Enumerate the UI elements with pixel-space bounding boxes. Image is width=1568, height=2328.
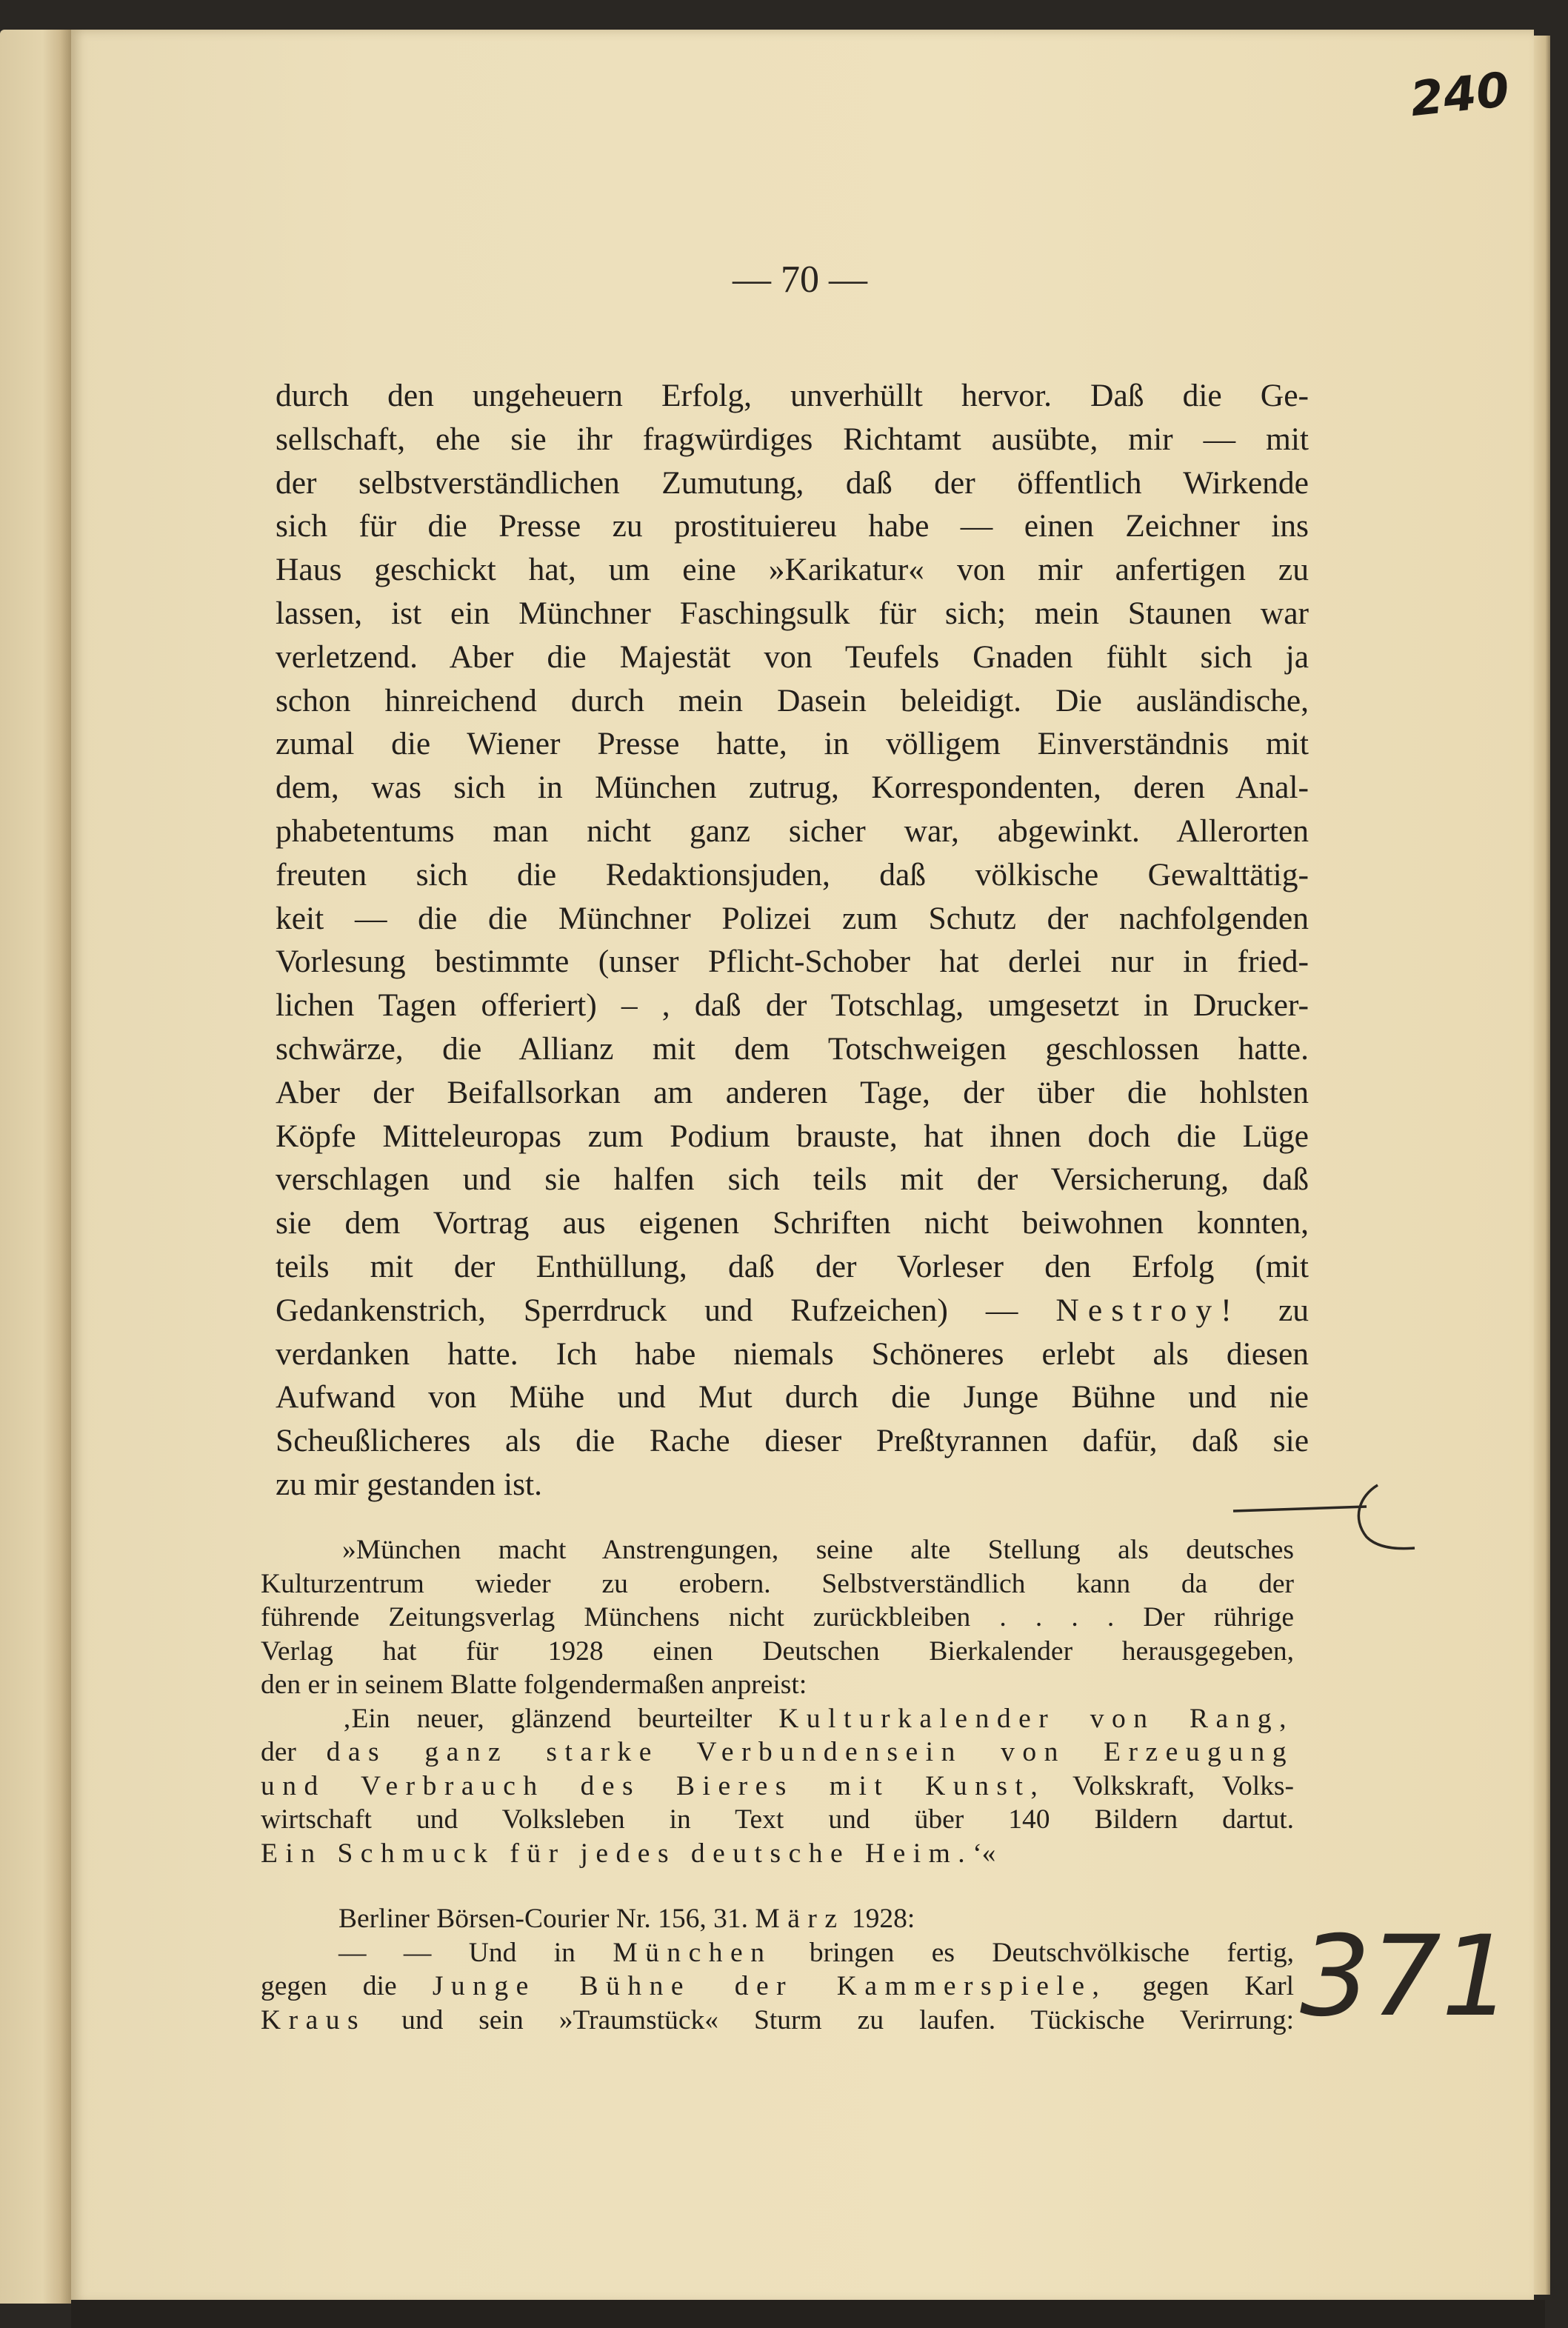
text-line: keit — die die Münchner Polizei zum Schutz der nachfolgenden: [276, 900, 1309, 936]
spaced-text: März: [755, 1904, 845, 1934]
quote-line: wirtschaft und Volksleben in Text und über 140 Bildern dartut.: [261, 1804, 1294, 1835]
spaced-text: und Verbrauch des Bieres mit Kunst,: [261, 1770, 1046, 1801]
text-segment: und sein »Traumstück« Sturm zu laufen. Tückische Verirrung:: [401, 2004, 1294, 2035]
quote-line: [261, 1936, 1294, 1970]
text-line: schon hinreichend durch mein Dasein beleidigt. Die ausländische,: [276, 682, 1309, 718]
page-edge: [1534, 36, 1550, 2295]
text-line: Aufwand von Mühe und Mut durch die Junge Bühne und nie: [276, 1379, 1309, 1415]
text-line: der selbstverständlichen Zumutung, daß der öffentlich Wirkende: [276, 464, 1309, 501]
text-line: schwärze, die Allianz mit dem Totschweigen geschlossen hatte.: [276, 1030, 1309, 1067]
text-segment: ‘«: [973, 1838, 996, 1869]
text-line: sich für die Presse zu prostituiereu habe — einen Zeichner ins: [276, 508, 1309, 544]
text-line: lichen Tagen offeriert) – , daß der Totschlag, umgesetzt in Drucker-: [276, 987, 1309, 1024]
text-line: verschlagen und sie halfen sich teils mit der Versicherung, daß: [276, 1161, 1309, 1198]
text-segment: ‚Ein neuer, glänzend beurteilter: [342, 1703, 753, 1734]
text-line: durch den ungeheuern Erfolg, unverhüllt hervor. Daß die Ge-: [276, 378, 1309, 413]
bottom-shadow: [71, 2300, 1545, 2328]
spaced-text: Kulturkalender von Rang,: [778, 1703, 1295, 1734]
spaced-text: das ganz starke Verbundensein von Erzeugung: [326, 1737, 1295, 1767]
spaced-text: München: [613, 1937, 773, 1968]
text-line: lassen, ist ein Münchner Faschingsulk für sich; mein Staunen war: [276, 595, 1309, 631]
text-segment: — — Und in: [338, 1937, 576, 1968]
text-line: verletzend. Aber die Majestät von Teufels Gnaden fühlt sich ja: [276, 638, 1309, 675]
spaced-text: Kraus: [261, 2004, 367, 2035]
text-line: phabetentums man nicht ganz sicher war, abgewinkt. Allerorten: [276, 813, 1309, 849]
text-line: dem, was sich in München zutrug, Korrespondenten, deren Anal-: [276, 770, 1309, 806]
quote-line: führende Zeitungsverlag Münchens nicht zurückbleiben . . . . Der rührige: [261, 1602, 1294, 1632]
text-segment: Gedankenstrich, Sperrdruck und Rufzeichen) —: [276, 1292, 1018, 1328]
quote-line: [261, 1970, 1294, 2004]
handwritten-folio-number: 240: [1407, 62, 1512, 128]
source-line: [261, 1902, 1294, 1936]
text-segment: Berliner Börsen-Courier Nr. 156, 31.: [338, 1904, 749, 1934]
text-line: Scheußlicheres als die Rache dieser Preßtyrannen dafür, daß sie: [276, 1423, 1309, 1459]
text-line: Haus geschickt hat, um eine »Karikatur« von mir anfertigen zu: [276, 552, 1309, 588]
handwritten-bracket-mark: [1230, 1481, 1422, 1563]
spaced-text: Junge Bühne der Kammerspiele,: [432, 1971, 1107, 2001]
text-line: teils mit der Enthüllung, daß der Vorleser den Erfolg (mit: [276, 1248, 1309, 1284]
text-segment: bringen es Deutschvölkische fertig,: [809, 1937, 1294, 1968]
text-segment: gegen Karl: [1142, 1971, 1294, 2001]
text-line: Köpfe Mitteleuropas zum Podium brauste, hat ihnen doch die Lüge: [276, 1118, 1309, 1154]
text-segment: Volkskraft, Volks-: [1072, 1770, 1295, 1801]
text-line: verdanken hatte. Ich habe niemals Schöneres erlebt als diesen: [276, 1335, 1309, 1372]
quote-line: [261, 1702, 1294, 1736]
text-line: Aber der Beifallsorkan am anderen Tage, der über die hohlsten: [276, 1074, 1309, 1110]
book-spine: [0, 30, 71, 2304]
main-paragraph: [276, 374, 1309, 1507]
quote-line: »München macht Anstrengungen, seine alte Stellung als deutsches: [342, 1535, 1294, 1565]
quote-boersen-courier: [261, 1902, 1294, 2037]
quote-bierkalender: [261, 1533, 1294, 1870]
text-line: freuten sich die Redaktionsjuden, daß völkische Gewalttätig-: [276, 856, 1309, 893]
text-line: zumal die Wiener Presse hatte, in völligem Einverständnis mit: [276, 726, 1309, 762]
text-segment: gegen die: [261, 1971, 397, 2001]
text-segment: der: [261, 1737, 296, 1767]
text-line: Vorlesung bestimmte (unser Pflicht-Schober hat derlei nur in fried-: [276, 944, 1309, 980]
quote-line: den er in seinem Blatte folgendermaßen anpreist:: [261, 1670, 807, 1700]
handwritten-margin-number: [1300, 1896, 1512, 2044]
quote-line: [261, 1837, 1294, 1871]
text-segment: 1928:: [851, 1904, 915, 1934]
spaced-text: Ein Schmuck für jedes deutsche Heim.: [261, 1838, 973, 1869]
text-segment: zu: [1278, 1292, 1310, 1328]
text-line: sellschaft, ehe sie ihr fragwürdiges Richtamt ausübte, mir — mit: [276, 421, 1309, 457]
page-number: — 70 —: [733, 259, 867, 301]
quote-line: [261, 1770, 1294, 1804]
text-line: sie dem Vortrag aus eigenen Schriften nicht beiwohnen konnten,: [276, 1205, 1309, 1241]
quote-line: Kulturzentrum wieder zu erobern. Selbstverständlich kann da der: [261, 1568, 1294, 1599]
text-line-nestroy: [276, 1289, 1309, 1333]
quote-line: Verlag hat für 1928 einen Deutschen Bierkalender herausgegeben,: [261, 1635, 1294, 1667]
quote-line: [261, 1735, 1294, 1770]
margin-number-text: 371: [1300, 1912, 1512, 2041]
quote-line: [261, 2004, 1294, 2038]
text-line: zu mir gestanden ist.: [276, 1466, 543, 1502]
spaced-text: Nestroy!: [1055, 1292, 1241, 1328]
